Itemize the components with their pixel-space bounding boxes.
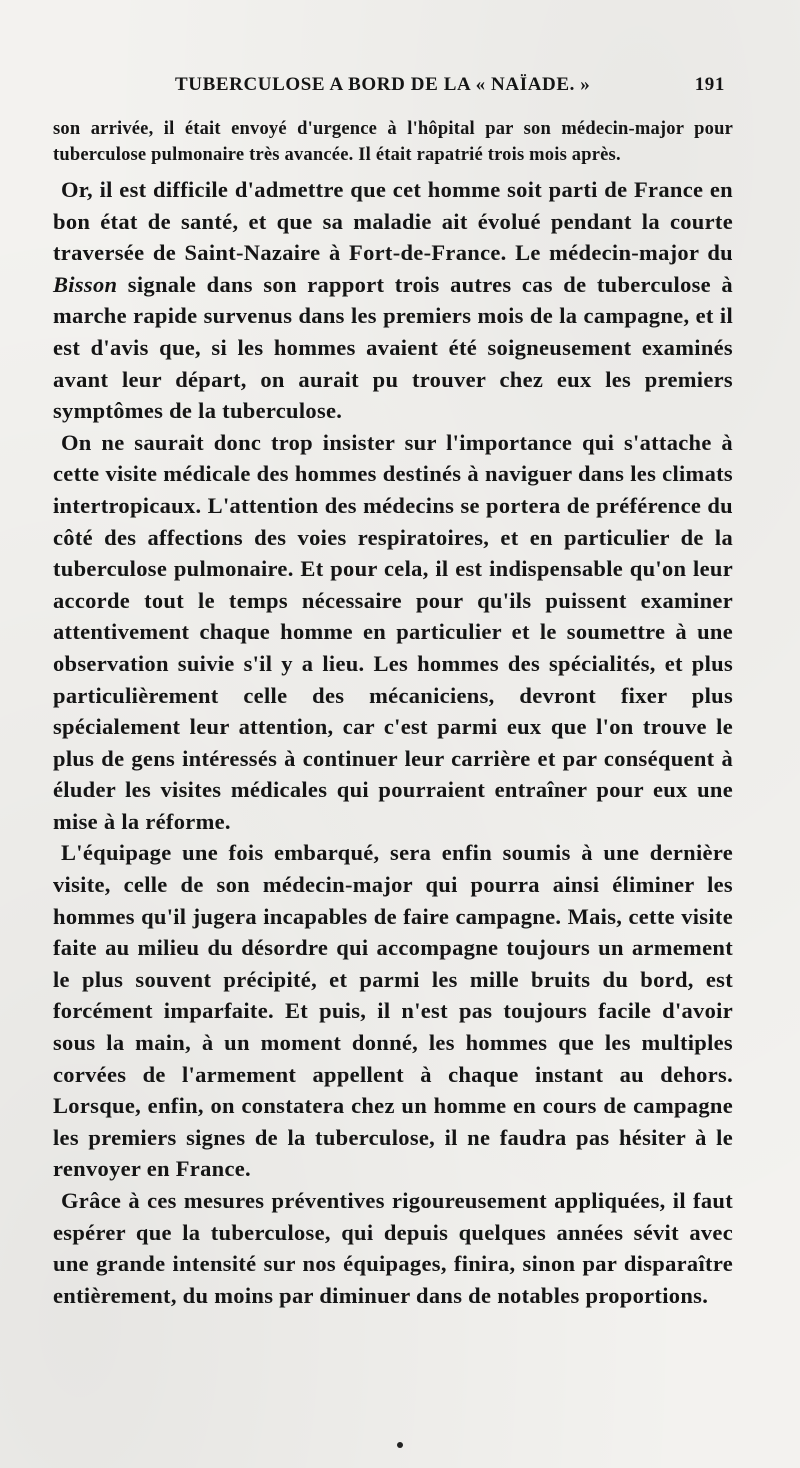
page-number: 191 [694, 74, 725, 95]
ship-name-emphasis: Bisson [53, 271, 118, 297]
paragraph-1-text-after: signale dans son rapport trois autres cas de tuberculose à marche rapide survenus dans les premiers mois de la campagne, et il est d'avis que, si les hommes avaient été soigneusement examinés avant leur départ, on aurait pu trouver chez eux les premiers symptômes de la tuberculose. [53, 271, 733, 424]
page-mark [397, 1442, 403, 1448]
main-text [53, 174, 733, 1311]
paragraph-1 [53, 174, 733, 427]
intro-paragraph: son arrivée, il était envoyé d'urgence à l'hôpital par son médecin-major pour tuberculose pulmonaire très avancée. Il était rapatrié trois mois après. [53, 119, 733, 165]
running-title: TUBERCULOSE A BORD DE LA « NAÏADE. » [175, 74, 591, 95]
paragraph-1-text-before: Or, il est difficile d'admettre que cet homme soit parti de France en bon état de santé, et que sa maladie ait évolué pendant la courte traversée de Saint-Nazaire à Fort-de-France. Le médecin-major du [53, 177, 733, 266]
paragraph-3: L'équipage une fois embarqué, sera enfin soumis à une dernière visite, celle de son médecin-major qui pourra ainsi éliminer les hommes qu'il jugera incapables de faire campagne. Mais, cette visite faite au milieu du désordre qui accompagne toujours un armement le plus souvent précipité, et parmi les mille bruits du bord, est forcément imparfaite. Et puis, il n'est pas toujours facile d'avoir sous la main, à un moment donné, les hommes que les multiples corvées de l'armement appellent à chaque instant au dehors. Lorsque, enfin, on constatera chez un homme en cours de campagne les premiers signes de la tuberculose, il ne faudra pas hésiter à le renvoyer en France. [53, 840, 733, 1182]
paragraph-4: Grâce à ces mesures préventives rigoureusement appliquées, il faut espérer que la tuberculose, qui depuis quelques années sévit avec une grande intensité sur nos équipages, finira, sinon par disparaître entièrement, du moins par diminuer dans de notables proportions. [53, 1188, 733, 1308]
paragraph-2: On ne saurait donc trop insister sur l'importance qui s'attache à cette visite médicale des hommes destinés à naviguer dans les climats intertropicaux. L'attention des médecins se portera de préférence du côté des affections des voies respiratoires, et en particulier de la tuberculose pulmonaire. Et pour cela, il est indispensable qu'on leur accorde tout le temps nécessaire pour qu'ils puissent examiner attentivement chaque homme en particulier et le soumettre à une observation suivie s'il y a lieu. Les hommes des spécialités, et plus particulièrement celle des mécaniciens, devront fixer plus spécialement leur attention, car c'est parmi eux que l'on trouve le plus de gens intéressés à continuer leur carrière et par conséquent à éluder les visites médicales qui pourraient entraîner pour eux une mise à la réforme. [53, 429, 733, 834]
